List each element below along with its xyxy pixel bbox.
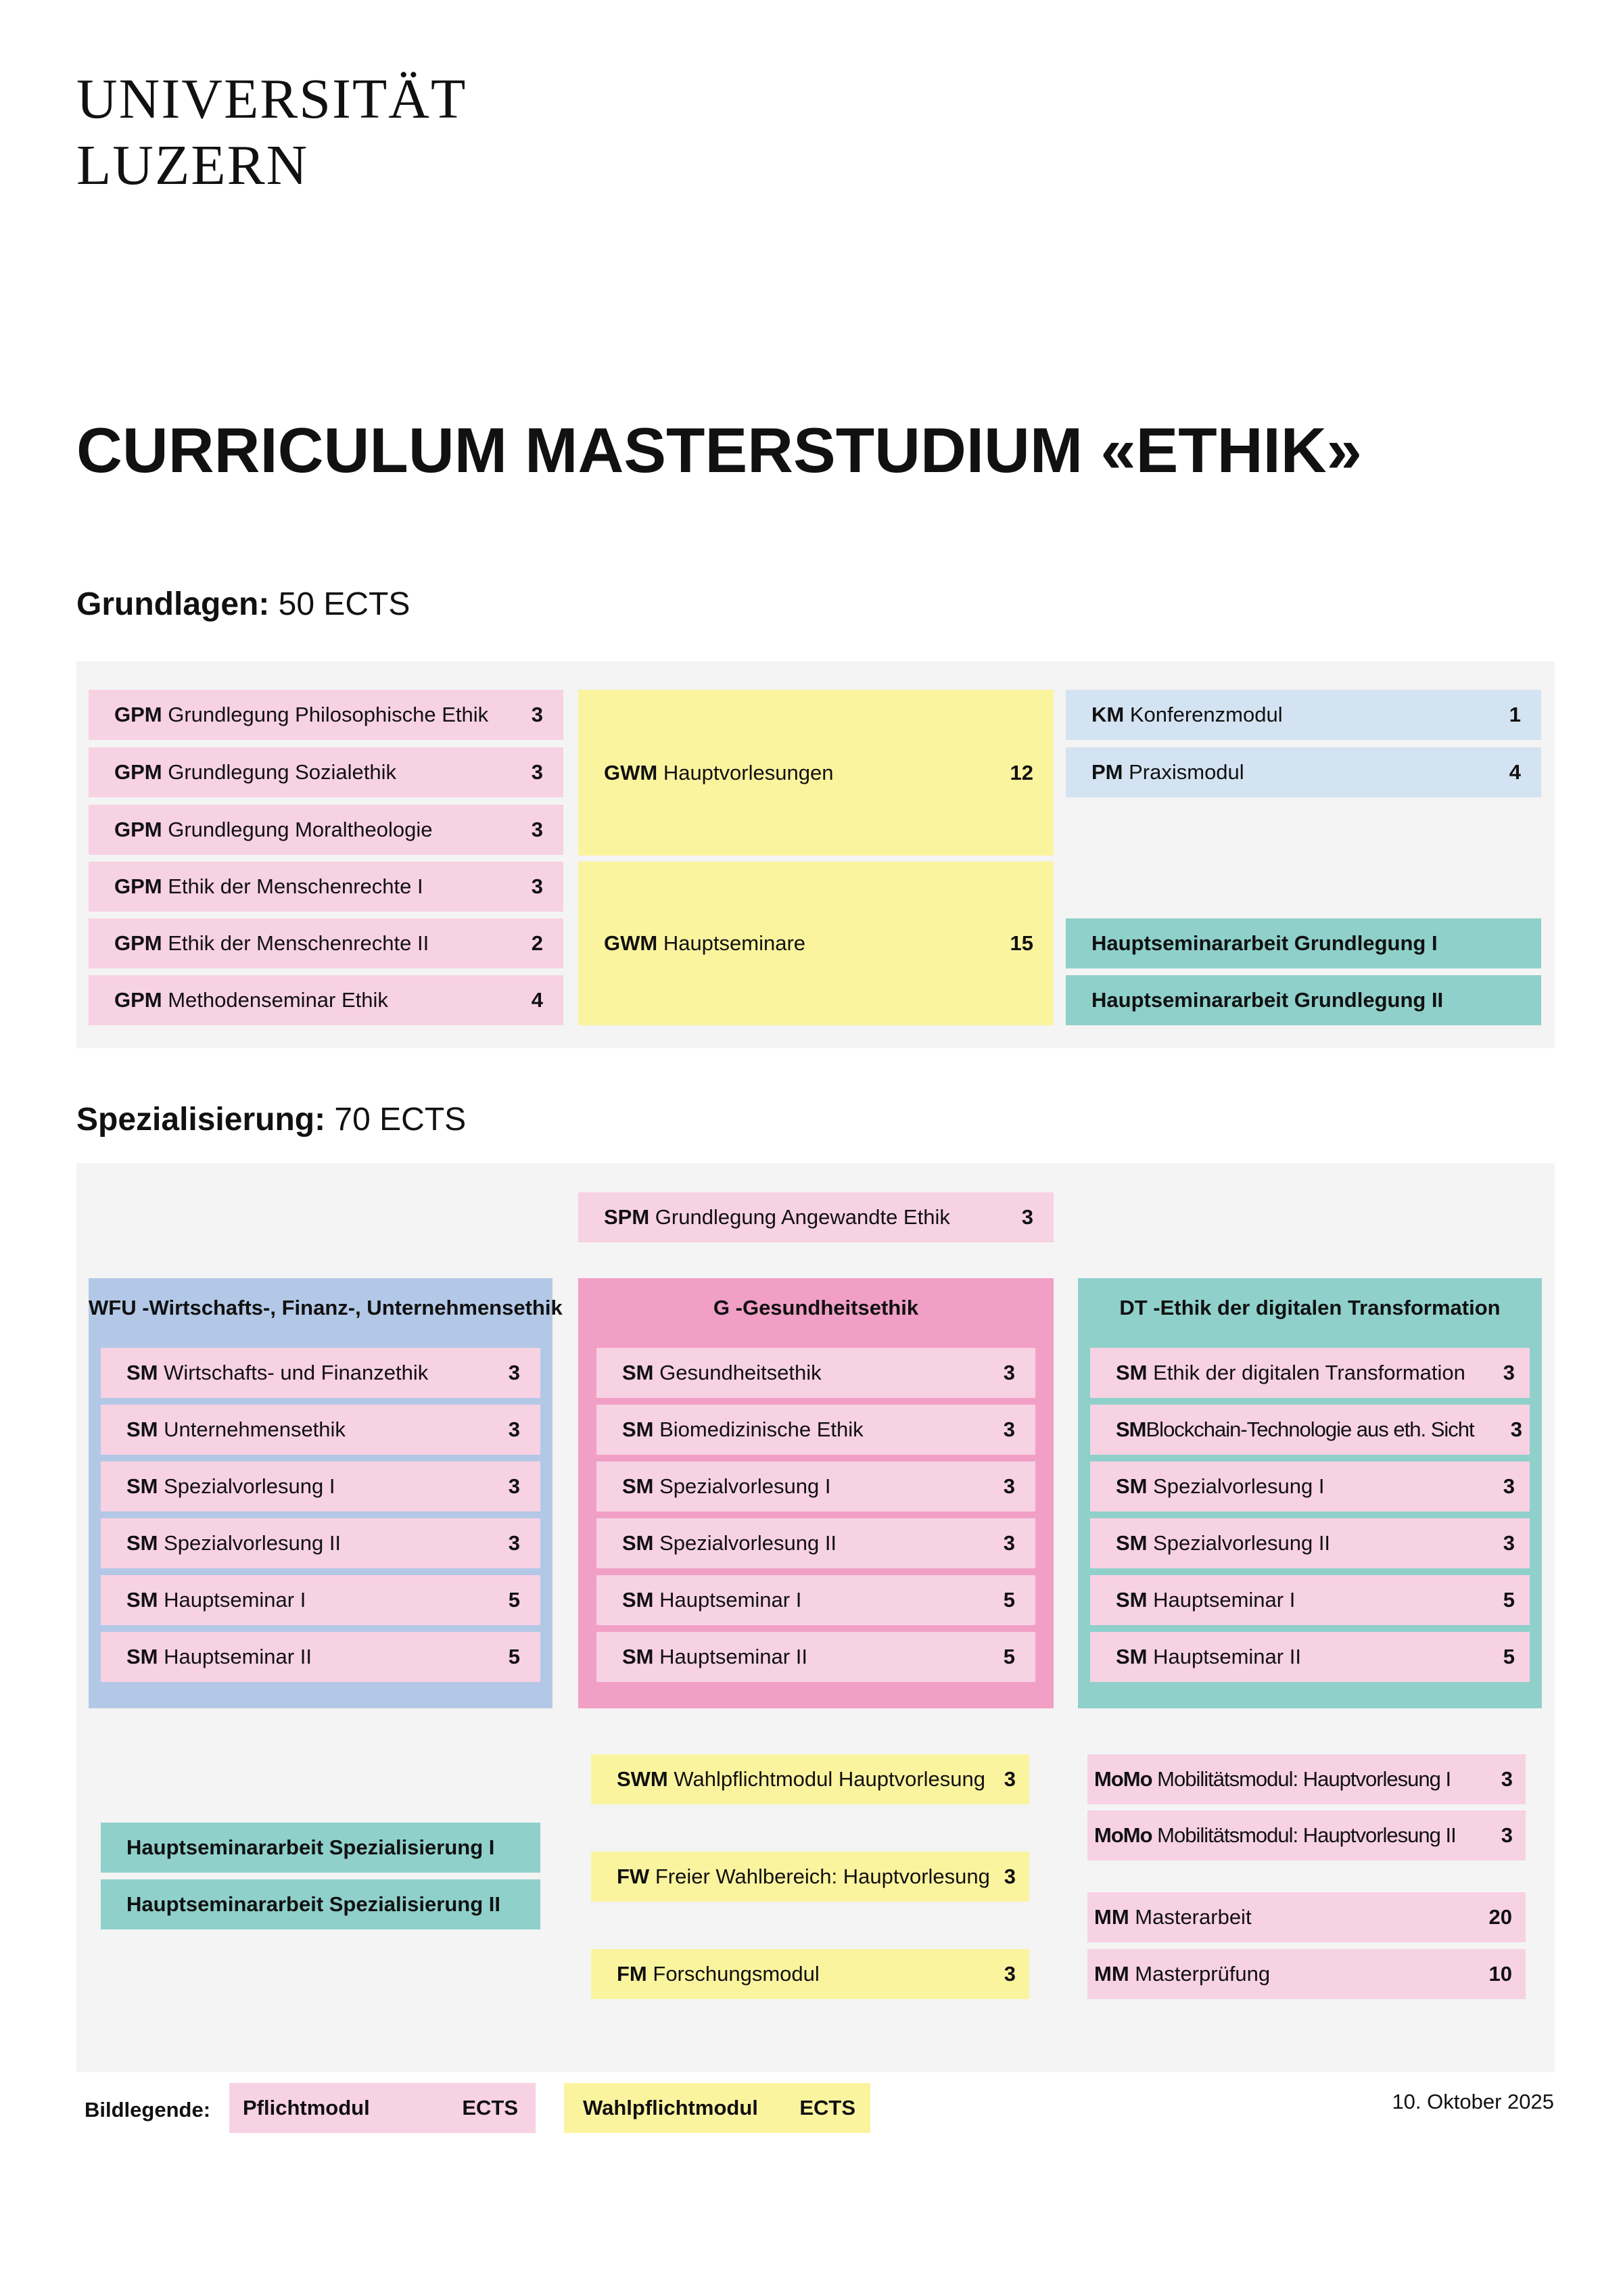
module-name: Grundlegung Philosophische Ethik — [162, 703, 489, 726]
hauptseminararbeit-box[interactable] — [101, 1823, 540, 1873]
module-box[interactable] — [1090, 1348, 1530, 1398]
module-code: GPM — [114, 818, 162, 841]
legend-wahlpflicht-name: Wahlpflichtmodul — [583, 2096, 758, 2119]
hauptseminararbeit-label: Hauptseminararbeit Spezialisierung I — [126, 1835, 495, 1859]
module-ects: 5 — [508, 1588, 520, 1612]
module-name: Unternehmensethik — [158, 1418, 346, 1441]
module-box[interactable] — [596, 1518, 1035, 1568]
module-code: GPM — [114, 874, 162, 898]
module-name: Hauptseminar I — [158, 1588, 306, 1612]
module-name: Hauptseminare — [657, 931, 806, 955]
module-name: Blockchain-Technologie aus eth. Sicht — [1146, 1418, 1474, 1441]
module-code: SM — [126, 1418, 158, 1441]
module-name: Methodenseminar Ethik — [162, 988, 388, 1012]
module-code: SM — [622, 1645, 654, 1668]
module-box[interactable] — [101, 1348, 540, 1398]
legend-wahlpflicht-ects: ECTS — [799, 2096, 855, 2119]
module-box[interactable] — [1087, 1892, 1526, 1942]
module-box[interactable] — [596, 1632, 1035, 1682]
module-name: Ethik der digitalen Transformation — [1147, 1361, 1465, 1384]
module-box[interactable] — [1090, 1518, 1530, 1568]
module-code: SM — [1116, 1418, 1146, 1441]
module-box[interactable] — [89, 690, 563, 740]
module-name: Hauptseminar II — [1147, 1645, 1301, 1668]
module-code: SM — [1116, 1361, 1148, 1384]
legend-pflicht — [229, 2083, 536, 2133]
grundlagen-heading-ects: 50 ECTS — [269, 586, 410, 622]
module-name: Hauptvorlesungen — [657, 760, 834, 784]
module-code: SM — [126, 1531, 158, 1555]
module-ects: 3 — [1003, 1531, 1015, 1555]
module-name: Spezialvorlesung I — [653, 1474, 831, 1498]
module-code: SM — [622, 1474, 654, 1498]
module-ects: 3 — [1503, 1531, 1515, 1555]
module-code: GPM — [114, 931, 162, 955]
module-box[interactable] — [578, 1192, 1054, 1242]
module-code: MM — [1094, 1962, 1129, 1986]
track-title: DT -Ethik der digitalen Transformation — [1119, 1296, 1501, 1319]
hauptseminararbeit-label: Hauptseminararbeit Grundlegung I — [1091, 931, 1438, 955]
module-box[interactable] — [1090, 1405, 1530, 1455]
module-code: GWM — [604, 931, 658, 955]
module-ects: 3 — [1004, 1962, 1016, 1986]
module-box[interactable] — [1090, 1461, 1530, 1512]
grundlagen-heading — [76, 586, 410, 623]
module-code: SM — [622, 1588, 654, 1612]
logo-line-1: UNIVERSITÄT — [76, 68, 467, 131]
module-ects: 15 — [1010, 931, 1033, 955]
module-name: Masterarbeit — [1129, 1905, 1252, 1929]
hauptseminararbeit-label: Hauptseminararbeit Spezialisierung II — [126, 1892, 500, 1916]
module-ects: 3 — [508, 1361, 520, 1384]
module-code: SWM — [617, 1767, 668, 1791]
module-name: Grundlegung Moraltheologie — [162, 818, 433, 841]
module-code: GPM — [114, 988, 162, 1012]
module-ects: 3 — [1510, 1418, 1522, 1441]
module-ects: 5 — [1003, 1645, 1015, 1668]
spezialisierung-heading — [76, 1101, 466, 1138]
module-name: Freier Wahlbereich: Hauptvorlesung — [649, 1865, 990, 1888]
legend-label: Bildlegende: — [85, 2098, 211, 2122]
module-code: GPM — [114, 760, 162, 784]
module-code: PM — [1091, 760, 1123, 784]
hauptseminararbeit-box[interactable] — [1066, 918, 1541, 968]
spezialisierung-heading-ects: 70 ECTS — [325, 1102, 467, 1138]
module-ects: 3 — [531, 703, 543, 726]
module-box[interactable] — [89, 975, 563, 1025]
module-code: SM — [1116, 1531, 1148, 1555]
module-ects: 3 — [1501, 1767, 1512, 1791]
module-code: FM — [617, 1962, 647, 1986]
module-ects: 3 — [508, 1531, 520, 1555]
module-ects: 3 — [508, 1474, 520, 1498]
module-code: MoMo — [1094, 1823, 1152, 1847]
module-code: SM — [126, 1645, 158, 1668]
module-box[interactable] — [89, 805, 563, 855]
module-code: SM — [126, 1474, 158, 1498]
module-ects: 3 — [1501, 1823, 1512, 1847]
module-code: SPM — [604, 1205, 650, 1229]
module-ects: 3 — [531, 818, 543, 841]
module-box[interactable] — [596, 1348, 1035, 1398]
module-box[interactable] — [591, 1852, 1029, 1902]
page-title: CURRICULUM MASTERSTUDIUM «ETHIK» — [76, 415, 1362, 486]
module-box[interactable] — [89, 918, 563, 968]
module-name: Konferenzmodul — [1124, 703, 1283, 726]
module-ects: 5 — [508, 1645, 520, 1668]
module-name: Spezialvorlesung II — [653, 1531, 837, 1555]
module-box[interactable] — [596, 1405, 1035, 1455]
module-ects: 20 — [1488, 1905, 1512, 1929]
module-ects: 3 — [531, 760, 543, 784]
module-box[interactable] — [1087, 1810, 1526, 1860]
module-ects: 3 — [1003, 1361, 1015, 1384]
module-code: SM — [622, 1418, 654, 1441]
module-name: Mobilitätsmodul: Hauptvorlesung I — [1152, 1767, 1451, 1791]
module-box[interactable] — [1090, 1575, 1530, 1625]
module-box[interactable] — [591, 1754, 1029, 1804]
module-name: Spezialvorlesung II — [1147, 1531, 1331, 1555]
module-box[interactable] — [578, 862, 1054, 1025]
module-box[interactable] — [1090, 1632, 1530, 1682]
module-ects: 3 — [508, 1418, 520, 1441]
module-code: SM — [1116, 1474, 1148, 1498]
module-box[interactable] — [101, 1405, 540, 1455]
module-code: SM — [1116, 1588, 1148, 1612]
module-box[interactable] — [1087, 1754, 1526, 1804]
module-code: MoMo — [1094, 1767, 1152, 1791]
module-code: SM — [622, 1531, 654, 1555]
module-code: SM — [126, 1361, 158, 1384]
module-ects: 3 — [1004, 1865, 1016, 1888]
legend-wahlpflicht — [564, 2083, 870, 2133]
module-name: Wirtschafts- und Finanzethik — [158, 1361, 429, 1384]
module-box[interactable] — [1087, 1949, 1526, 1999]
module-name: Spezialvorlesung I — [158, 1474, 335, 1498]
module-name: Spezialvorlesung II — [158, 1531, 342, 1555]
module-name: Ethik der Menschenrechte II — [162, 931, 429, 955]
module-box[interactable] — [1066, 690, 1541, 740]
module-ects: 2 — [531, 931, 543, 955]
hauptseminararbeit-box[interactable] — [1066, 975, 1541, 1025]
module-ects: 1 — [1509, 703, 1521, 726]
module-box[interactable] — [596, 1461, 1035, 1512]
module-name: Mobilitätsmodul: Hauptvorlesung II — [1152, 1823, 1456, 1847]
module-name: Ethik der Menschenrechte I — [162, 874, 423, 898]
module-ects: 3 — [1503, 1474, 1515, 1498]
module-code: SM — [1116, 1645, 1148, 1668]
module-ects: 3 — [1004, 1767, 1016, 1791]
module-box[interactable] — [101, 1461, 540, 1512]
module-name: Praxismodul — [1123, 760, 1244, 784]
module-ects: 3 — [531, 874, 543, 898]
module-code: GWM — [604, 760, 658, 784]
module-box[interactable] — [89, 747, 563, 797]
module-box[interactable] — [591, 1949, 1029, 1999]
module-box[interactable] — [578, 690, 1054, 856]
module-box[interactable] — [101, 1632, 540, 1682]
module-name: Hauptseminar II — [653, 1645, 807, 1668]
track-title: WFU -Wirtschafts-, Finanz-, Unternehmensethik — [89, 1296, 563, 1319]
module-ects: 12 — [1010, 760, 1033, 784]
module-name: Masterprüfung — [1129, 1962, 1271, 1986]
module-code: FW — [617, 1865, 650, 1888]
module-name: Grundlegung Sozialethik — [162, 760, 397, 784]
hauptseminararbeit-label: Hauptseminararbeit Grundlegung II — [1091, 988, 1444, 1012]
legend-pflicht-name: Pflichtmodul — [243, 2096, 370, 2119]
document-date: 10. Oktober 2025 — [1392, 2090, 1554, 2113]
module-name: Biomedizinische Ethik — [653, 1418, 864, 1441]
module-box[interactable] — [101, 1575, 540, 1625]
module-code: KM — [1091, 703, 1125, 726]
module-name: Spezialvorlesung I — [1147, 1474, 1325, 1498]
module-ects: 3 — [1003, 1418, 1015, 1441]
module-box[interactable] — [89, 862, 563, 912]
module-box[interactable] — [101, 1518, 540, 1568]
track-title: G -Gesundheitsethik — [713, 1296, 919, 1319]
grundlagen-heading-bold: Grundlagen: — [76, 586, 270, 622]
module-ects: 5 — [1503, 1645, 1515, 1668]
legend-pflicht-ects: ECTS — [462, 2096, 518, 2119]
module-code: MM — [1094, 1905, 1129, 1929]
logo-line-2: LUZERN — [76, 134, 309, 197]
module-name: Hauptseminar I — [653, 1588, 802, 1612]
module-code: SM — [622, 1361, 654, 1384]
module-name: Hauptseminar II — [158, 1645, 312, 1668]
module-ects: 5 — [1503, 1588, 1515, 1612]
module-ects: 4 — [531, 988, 543, 1012]
module-code: GPM — [114, 703, 162, 726]
module-box[interactable] — [1066, 747, 1541, 797]
spezialisierung-heading-bold: Spezialisierung: — [76, 1102, 326, 1138]
module-box[interactable] — [596, 1575, 1035, 1625]
module-ects: 10 — [1488, 1962, 1512, 1986]
module-name: Grundlegung Angewandte Ethik — [649, 1205, 950, 1229]
module-ects: 4 — [1509, 760, 1521, 784]
module-ects: 3 — [1021, 1205, 1033, 1229]
module-ects: 3 — [1003, 1474, 1015, 1498]
module-ects: 3 — [1503, 1361, 1515, 1384]
module-name: Wahlpflichtmodul Hauptvorlesung — [667, 1767, 986, 1791]
module-name: Hauptseminar I — [1147, 1588, 1296, 1612]
module-name: Forschungsmodul — [646, 1962, 820, 1986]
module-ects: 5 — [1003, 1588, 1015, 1612]
module-code: SM — [126, 1588, 158, 1612]
module-name: Gesundheitsethik — [653, 1361, 822, 1384]
university-logo — [76, 66, 467, 199]
hauptseminararbeit-box[interactable] — [101, 1879, 540, 1929]
